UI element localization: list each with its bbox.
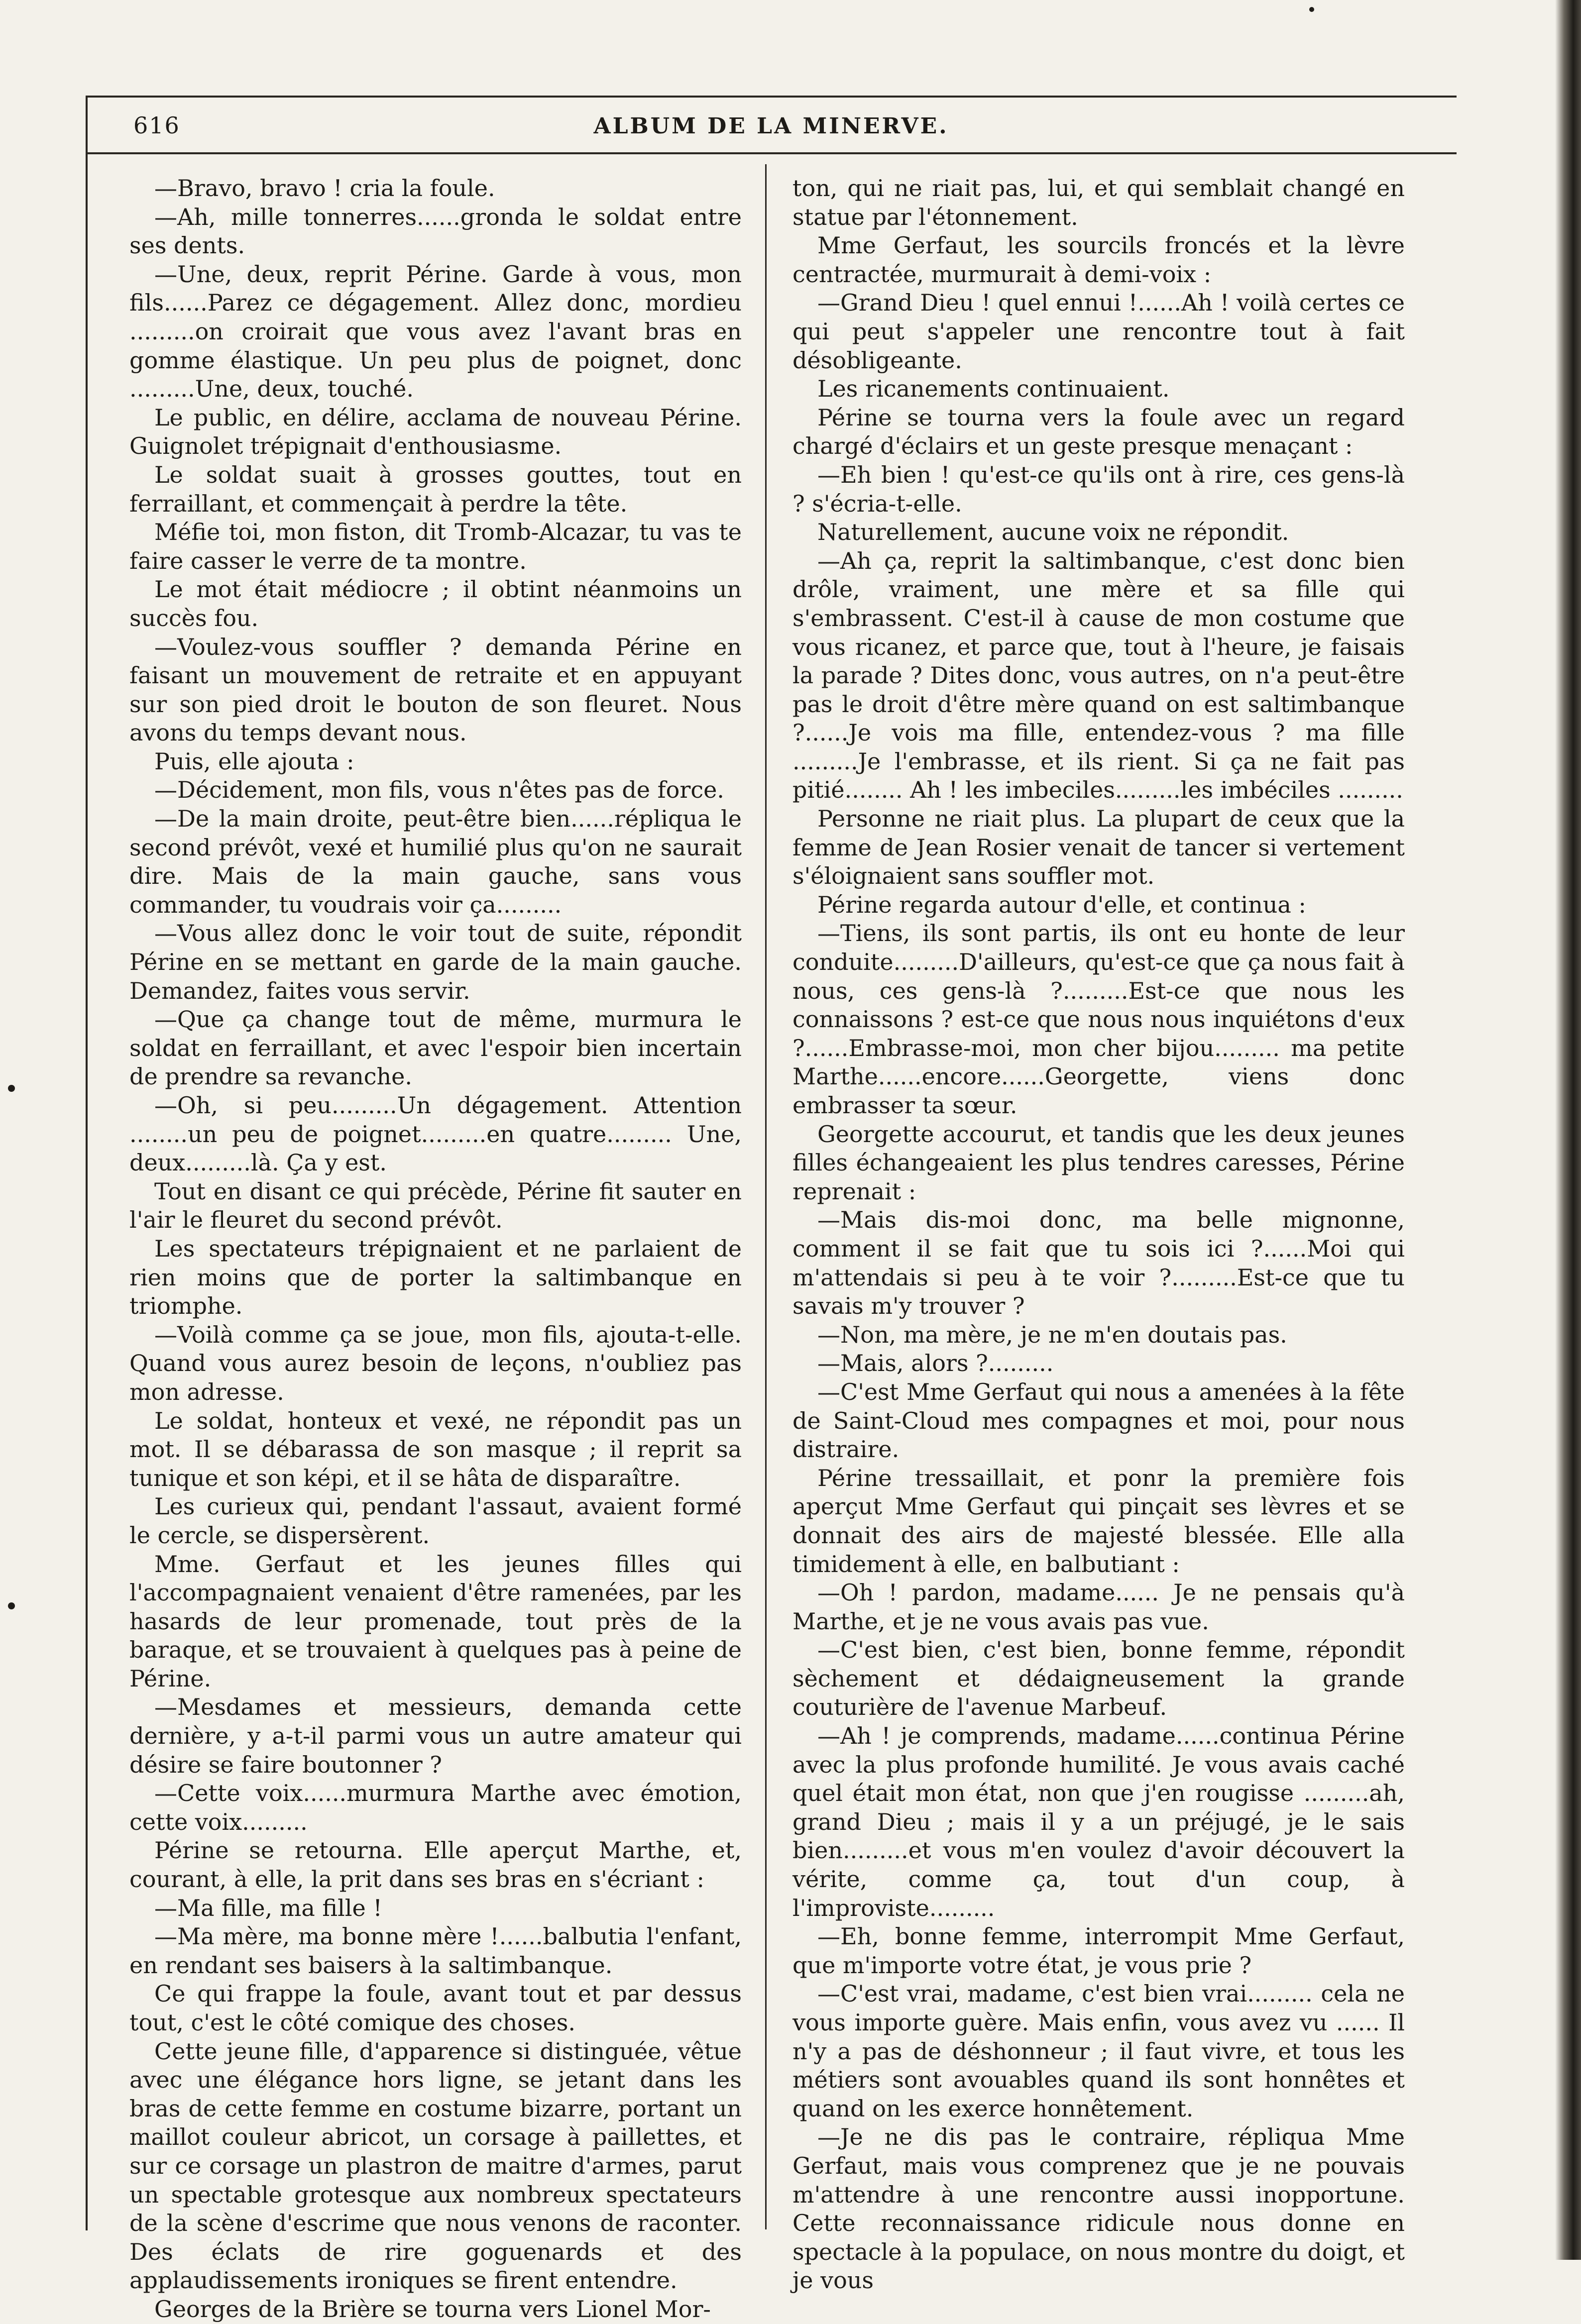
paragraph: —Eh, bonne femme, interrompit Mme Gerfaut, que m'importe votre état, je vous prie ? <box>792 1923 1405 1979</box>
paragraph: —Vous allez donc le voir tout de suite, répondit Périne en se mettant en garde de la main gauche. Demandez, faites vous servir. <box>129 920 742 1004</box>
paragraph: —Ah ça, reprit la saltimbanque, c'est donc bien drôle, vraiment, une mère et sa fille qui s'embrassent. C'est-il à cause de mon costume que vous ricanez, et parce que, tout à l'heure, je faisais la parade ? Dites donc, vous autres, on n'a peut-être pas le droit d'être mère quand on est saltimbanque ?......Je vois ma fille, entendez-vous ? ma fille .........Je l'embrasse, et ils rient. Si ça ne fait pas pitié........ Ah ! les imbeciles.........les imbéciles ......... <box>792 547 1405 804</box>
paragraph: Mme. Gerfaut et les jeunes filles qui l'accompagnaient venaient d'être ramenées, par les hasards de leur promenade, tout près de la baraque, et se trouvaient à quelques pas à peine de Périne. <box>129 1550 742 1692</box>
paragraph: Cette jeune fille, d'apparence si distinguée, vêtue avec une élégance hors ligne, se jetant dans les bras de cette femme en costume bizarre, portant un maillot couleur abricot, un corsage à paillettes, et sur ce corsage un plastron de maitre d'armes, parut un spectable grotesque aux nombreux spectateurs de la scène d'escrime que nous venons de raconter. Des éclats de rire goguenards et des applaudissements ironiques se firent entendre. <box>129 2037 742 2294</box>
paragraph: —Ah ! je comprends, madame......continua Périne avec la plus profonde humilité. Je vous avais caché quel était mon état, non que j'en rougisse .........ah, grand Dieu ; mais il y a un préjugé, je le sais bien.........et vous m'en voulez d'avoir découvert la vérite, comme ça, tout d'un coup, à l'improviste......... <box>792 1722 1405 1921</box>
margin-ink-mark <box>8 1602 15 1609</box>
paragraph: Méfie toi, mon fiston, dit Tromb-Alcazar, tu vas te faire casser le verre de ta montre. <box>129 519 742 574</box>
right-column <box>792 174 1405 2294</box>
paragraph: —C'est bien, c'est bien, bonne femme, répondit sèchement et dédaigneusement la grande couturière de l'avenue Marbeuf. <box>792 1636 1405 1721</box>
paragraph: Périne se retourna. Elle aperçut Marthe, et, courant, à elle, la prit dans ses bras en s'écriant : <box>129 1837 742 1893</box>
paragraph: —Que ça change tout de même, murmura le soldat en ferraillant, et avec l'espoir bien incertain de prendre sa revanche. <box>129 1006 742 1090</box>
paragraph: —Une, deux, reprit Périne. Garde à vous, mon fils......Parez ce dégagement. Allez donc, mordieu .........on croirait que vous avez l'avant bras en gomme élastique. Un peu plus de poignet, donc .........Une, deux, touché. <box>129 260 742 403</box>
paragraph: —Voulez-vous souffler ? demanda Périne en faisant un mouvement de retraite et en appuyant sur son pied droit le bouton de son fleuret. Nous avons du temps devant nous. <box>129 633 742 746</box>
paragraph: —De la main droite, peut-être bien......répliqua le second prévôt, vexé et humilié plus qu'on ne saurait dire. Mais de la main gauche, sans vous commander, tu voudrais voir ça......... <box>129 805 742 918</box>
paragraph: Périne regarda autour d'elle, et continua : <box>817 891 1306 918</box>
paragraph: Le public, en délire, acclama de nouveau Périne. Guignolet trépignait d'enthousiasme. <box>129 404 742 460</box>
paragraph: —Mais, alors ?......... <box>817 1350 1054 1377</box>
paragraph: —Eh bien ! qu'est-ce qu'ils ont à rire, ces gens-là ? s'écria-t-elle. <box>792 461 1405 517</box>
paragraph: Les curieux qui, pendant l'assaut, avaient formé le cercle, se dispersèrent. <box>129 1493 742 1549</box>
paragraph: Georgette accourut, et tandis que les deux jeunes filles échangeaient les plus tendres caresses, Périne reprenait : <box>792 1120 1405 1205</box>
paragraph: Georges de la Brière se tourna vers Lionel Mor- <box>154 2295 711 2323</box>
paragraph: —C'est vrai, madame, c'est bien vrai......... cela ne vous importe guère. Mais enfin, vous avez vu ...... Il n'y a pas de déshonneur ; il faut vivre, et tous les métiers sont avouables quand ils sont honnêtes et quand on les exerce honnêtement. <box>792 1980 1405 2122</box>
paragraph: Périne tressaillait, et ponr la première fois aperçut Mme Gerfaut qui pinçait ses lèvres et se donnait des airs de majesté blessée. Elle alla timidement à elle, en balbutiant : <box>792 1464 1405 1578</box>
paragraph: —Oh ! pardon, madame...... Je ne pensais qu'à Marthe, et je ne vous avais pas vue. <box>792 1579 1405 1635</box>
margin-ink-mark <box>1309 7 1314 12</box>
paragraph: —Ah, mille tonnerres......gronda le soldat entre ses dents. <box>129 203 742 259</box>
paragraph: Le soldat, honteux et vexé, ne répondit pas un mot. Il se débarassa de son masque ; il reprit sa tunique et son képi, et il se hâta de disparaître. <box>129 1407 742 1491</box>
paragraph: —Tiens, ils sont partis, ils ont eu honte de leur conduite.........D'ailleurs, qu'est-ce que ça nous fait à nous, ces gens-là ?.........Est-ce que nous les connaissons ? est-ce que nous nous inquiétons d'eux ?......Embrasse-moi, mon cher bijou......... ma petite Marthe......encore......Georgette, viens donc embrasser ta sœur. <box>792 920 1405 1119</box>
paragraph: Puis, elle ajouta : <box>154 747 354 775</box>
paragraph: ton, qui ne riait pas, lui, et qui semblait changé en statue par l'étonnement. <box>792 175 1405 230</box>
paragraph: —Ma mère, ma bonne mère !......balbutia l'enfant, en rendant ses baisers à la saltimbanque. <box>129 1923 742 1979</box>
paragraph: Mme Gerfaut, les sourcils froncés et la lèvre centractée, murmurait à demi-voix : <box>792 232 1405 288</box>
paragraph: Ce qui frappe la foule, avant tout et par dessus tout, c'est le côté comique des choses. <box>129 1980 742 2036</box>
paragraph: Les ricanements continuaient. <box>817 375 1170 403</box>
page-frame-left <box>86 96 88 2230</box>
paragraph: —Oh, si peu.........Un dégagement. Attention ........un peu de poignet.........en quatre......... Une, deux.........là. Ça y est. <box>129 1092 742 1176</box>
paragraph: Le mot était médiocre ; il obtint néanmoins un succès fou. <box>129 576 742 632</box>
page-header <box>86 96 1457 154</box>
column-rule <box>765 164 767 2229</box>
paragraph: Naturellement, aucune voix ne répondit. <box>817 519 1289 546</box>
running-title: ALBUM DE LA MINERVE. <box>593 113 949 139</box>
paragraph: Personne ne riait plus. La plupart de ceux que la femme de Jean Rosier venait de tancer si vertement s'éloignaient sans souffler mot. <box>792 805 1405 890</box>
paragraph: —Ma fille, ma fille ! <box>154 1894 382 1921</box>
paragraph: —Je ne dis pas le contraire, répliqua Mme Gerfaut, mais vous comprenez que je ne pouvais m'attendre à une rencontre aussi inopportune. Cette reconnaissance ridicule nous donne en spectacle à la populace, on nous montre du doigt, et je vous <box>792 2123 1405 2294</box>
scan-edge <box>1555 0 1581 2260</box>
paragraph: —Voilà comme ça se joue, mon fils, ajouta-t-elle. Quand vous aurez besoin de leçons, n'oubliez pas mon adresse. <box>129 1321 742 1405</box>
paragraph: —Cette voix......murmura Marthe avec émotion, cette voix......... <box>129 1780 742 1835</box>
paragraph: —Décidement, mon fils, vous n'êtes pas de force. <box>154 776 724 804</box>
page-number: 616 <box>133 112 180 139</box>
paragraph: —Mais dis-moi donc, ma belle mignonne, comment il se fait que tu sois ici ?......Moi qui m'attendais si peu à te voir ?.........Est-ce que tu savais m'y trouver ? <box>792 1206 1405 1320</box>
paragraph: —Grand Dieu ! quel ennui !......Ah ! voilà certes ce qui peut s'appeler une rencontre tout à fait désobligeante. <box>792 289 1405 374</box>
paragraph: —Non, ma mère, je ne m'en doutais pas. <box>817 1321 1287 1348</box>
paragraph: Les spectateurs trépignaient et ne parlaient de rien moins que de porter la saltimbanque en triomphe. <box>129 1235 742 1320</box>
paragraph: Tout en disant ce qui précède, Périne fit sauter en l'air le fleuret du second prévôt. <box>129 1177 742 1234</box>
left-column <box>129 174 742 2323</box>
paragraph: Périne se tourna vers la foule avec un regard chargé d'éclairs et un geste presque menaçant : <box>792 404 1405 460</box>
paragraph: —Bravo, bravo ! cria la foule. <box>154 175 495 202</box>
margin-ink-mark <box>8 1085 15 1092</box>
paragraph: Le soldat suait à grosses gouttes, tout en ferraillant, et commençait à perdre la tête. <box>129 461 742 517</box>
paragraph: —Mesdames et messieurs, demanda cette dernière, y a-t-il parmi vous un autre amateur qui désire se faire boutonner ? <box>129 1693 742 1778</box>
paragraph: —C'est Mme Gerfaut qui nous a amenées à la fête de Saint-Cloud mes compagnes et moi, pour nous distraire. <box>792 1378 1405 1463</box>
